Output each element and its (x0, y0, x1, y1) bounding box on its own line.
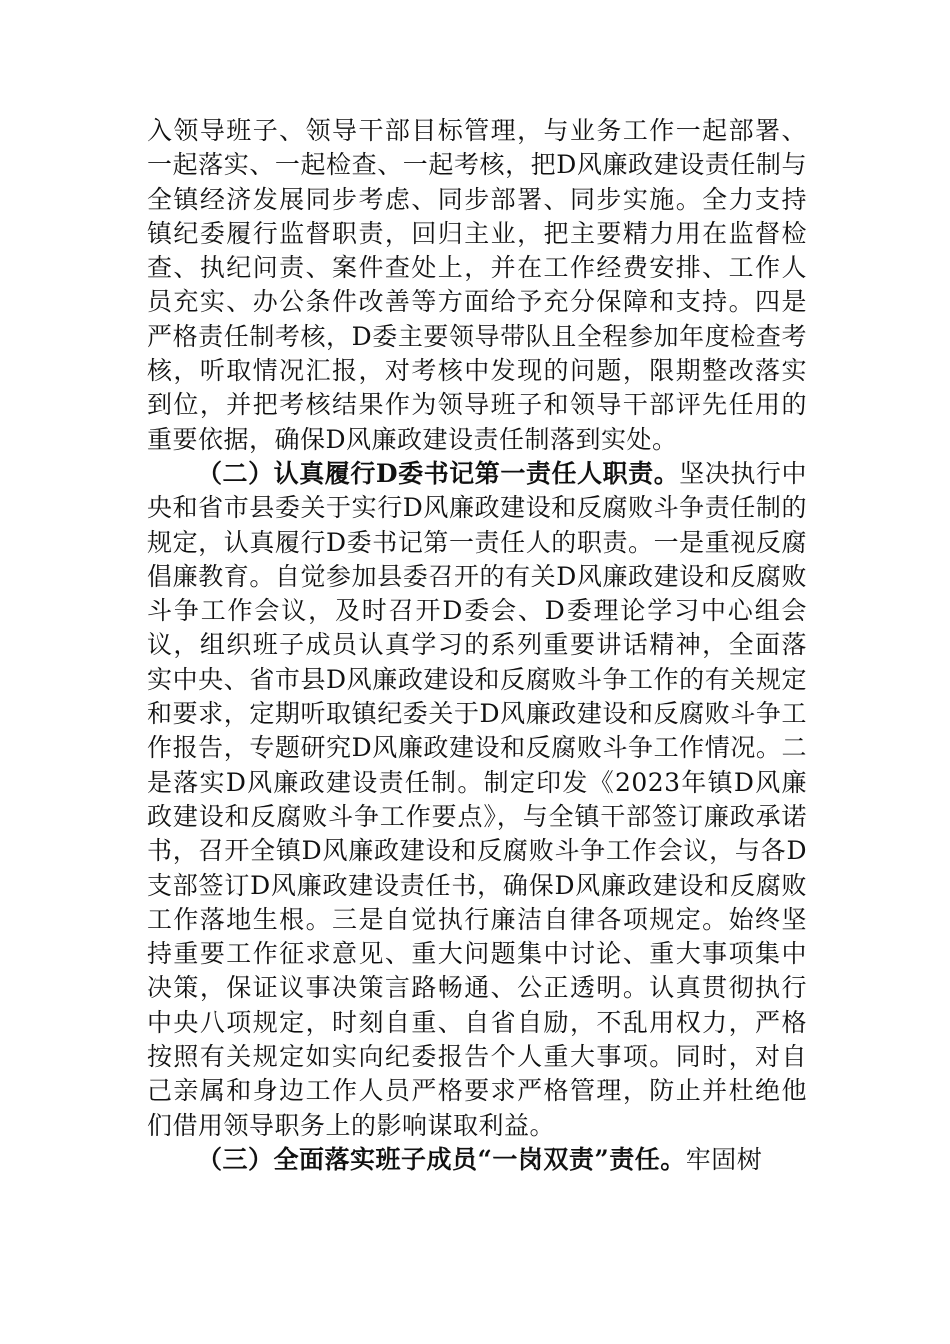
paragraph-text: 牢固树 (685, 1144, 763, 1174)
section-heading: （三）全面落实班子成员“一岗双责”责任。 (197, 1144, 686, 1174)
paragraph-section-3 (147, 1143, 807, 1177)
paragraph-text: 入领导班子、领导干部目标管理，与业务工作一起部署、一起落实、一起检查、一起考核，把D风廉政建设责任制与全镇经济发展同步考虑、同步部署、同步实施。全力支持镇纪委履行监督职责，回归主业，把主要精力用在监督检查、执纪问责、案件查处上，并在工作经费安排、工作人员充实、办公条件改善等方面给予充分保障和支持。四是严格责任制考核，D委主要领导带队且全程参加年度检查考核，听取情况汇报，对考核中发现的问题，限期整改落实到位，并把考核结果作为领导班子和领导干部评先任用的重要依据，确保D风廉政建设责任制落到实处。 (147, 116, 807, 454)
section-heading: （二）认真履行D委书记第一责任人职责。 (197, 458, 680, 488)
paragraph-text: 坚决执行中央和省市县委关于实行D风廉政建设和反腐败斗争责任制的规定，认真履行D委书记第一责任人的职责。一是重视反腐倡廉教育。自觉参加县委召开的有关D风廉政建设和反腐败斗争工作会议，及时召开D委会、D委理论学习中心组会议，组织班子成员认真学习的系列重要讲话精神，全面落实中央、省市县D风廉政建设和反腐败斗争工作的有关规定和要求，定期听取镇纪委关于D风廉政建设和反腐败斗争工作报告，专题研究D风廉政建设和反腐败斗争工作情况。二是落实D风廉政建设责任制。制定印发《2023年镇D风廉政建设和反腐败斗争工作要点》，与全镇干部签订廉政承诺书，召开全镇D风廉政建设和反腐败斗争工作会议，与各D支部签订D风廉政建设责任书，确保D风廉政建设和反腐败工作落地生根。三是自觉执行廉洁自律各项规定。始终坚持重要工作征求意见、重大问题集中讨论、重大事项集中决策，保证议事决策言路畅通、公正透明。认真贯彻执行中央八项规定，时刻自重、自省自励，不乱用权力，严格按照有关规定如实向纪委报告个人重大事项。同时，对自己亲属和身边工作人员严格要求严格管理，防止并杜绝他们借用领导职务上的影响谋取利益。 (147, 458, 807, 1140)
paragraph-continuation (147, 114, 807, 457)
paragraph-section-2 (147, 457, 807, 1143)
document-body (147, 114, 807, 1177)
